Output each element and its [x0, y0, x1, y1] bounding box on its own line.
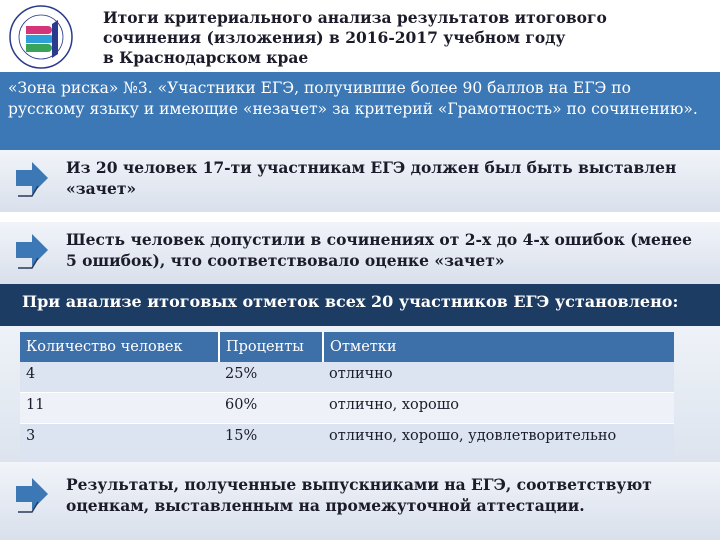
institute-logo	[8, 4, 74, 70]
header	[0, 0, 720, 72]
table-cell: отлично, хорошо, удовлетворительно	[323, 424, 674, 465]
table-row	[20, 393, 674, 424]
conclusion-block	[0, 462, 720, 540]
table-cell: 4	[20, 362, 219, 393]
page-title: Итоги критериального анализа результатов итогового сочинения (изложения) в 2016-2017 учебном году в Краснодарском крае	[103, 8, 607, 67]
table-header-row	[20, 332, 674, 362]
conclusion-text: Результаты, полученные выпускниками на ЕГЭ, соответствуют оценкам, выставленным на промежуточной аттестации.	[66, 475, 652, 515]
arrow-right-icon	[12, 474, 52, 518]
table-cell: 11	[20, 393, 219, 424]
column-header-count: Количество человек	[20, 332, 219, 362]
table-cell: 60%	[219, 393, 323, 424]
point-block-1	[0, 150, 720, 212]
table-row	[20, 424, 674, 465]
summary-banner: При анализе итоговых отметок всех 20 участников ЕГЭ установлено:	[0, 284, 720, 326]
column-header-marks: Отметки	[323, 332, 674, 362]
table-cell: отлично	[323, 362, 674, 393]
table-cell: 15%	[219, 424, 323, 465]
point-text-2: Шесть человек допустили в сочинениях от 2-х до 4-х ошибок (менее 5 ошибок), что соответствовало оценке «зачет»	[66, 230, 692, 270]
results-table-area	[0, 326, 720, 462]
arrow-right-icon	[12, 158, 52, 202]
column-header-percent: Проценты	[219, 332, 323, 362]
table-cell: отлично, хорошо	[323, 393, 674, 424]
arrow-right-icon	[12, 230, 52, 274]
risk-zone-banner	[0, 72, 720, 150]
table-row	[20, 362, 674, 393]
point-text-1: Из 20 человек 17-ти участникам ЕГЭ должен был быть выставлен «зачет»	[66, 158, 677, 198]
risk-zone-text: «Зона риска» №3. «Участники ЕГЭ, получившие более 90 баллов на ЕГЭ по русскому языку и имеющие «незачет» за критерий «Грамотность» по сочинению».	[8, 79, 698, 118]
point-block-2	[0, 222, 720, 284]
table-cell: 3	[20, 424, 219, 465]
table-cell: 25%	[219, 362, 323, 393]
results-table	[20, 332, 674, 465]
